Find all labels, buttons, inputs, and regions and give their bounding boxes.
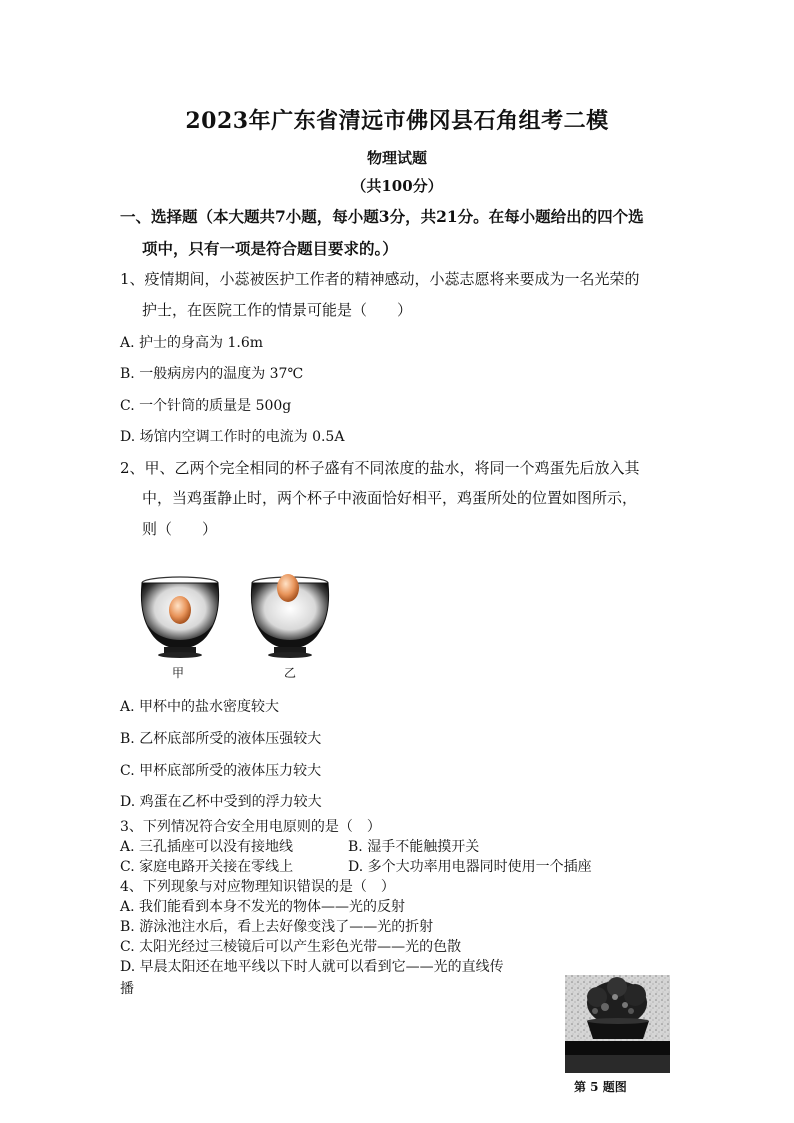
plant-pot-figure: [565, 975, 670, 1075]
q3-option-d: D. 多个大功率用电器同时使用一个插座: [348, 859, 592, 875]
q1-stem-line1: 1、疫情期间，小蕊被医护工作者的精神感动，小蕊志愿将来要成为一名光荣的: [120, 270, 640, 288]
q3-stem: 3、下列情况符合安全用电原则的是（ ）: [120, 819, 381, 835]
q4-option-d: D. 早晨太阳还在地平线以下时人就可以看到它——光的直线传: [120, 959, 504, 975]
total-score: （共100分）: [351, 177, 443, 195]
page-subtitle: 物理试题: [366, 149, 427, 167]
cup-label-jia: 甲: [172, 666, 185, 680]
cup-label-yi: 乙: [284, 666, 297, 680]
q4-stem: 4、下列现象与对应物理知识错误的是（ ）: [120, 879, 395, 895]
plant-table: [565, 1041, 670, 1055]
q1-option-d: D. 场馆内空调工作时的电流为 0.5A: [120, 429, 345, 445]
q1-stem-line2: 护士，在医院工作的情景可能是（ ）: [142, 301, 413, 319]
egg-in-jia: [169, 596, 191, 624]
q4-option-a: A. 我们能看到本身不发光的物体——光的反射: [120, 899, 406, 915]
cup-yi: [251, 574, 328, 658]
q2-option-a: A. 甲杯中的盐水密度较大: [120, 699, 280, 715]
q4-option-d-wrap: 播: [120, 981, 134, 997]
q4-option-b: B. 游泳池注水后，看上去好像变浅了——光的折射: [120, 919, 434, 935]
q2-stem-line2: 中，当鸡蛋静止时，两个杯子中液面恰好相平，鸡蛋所处的位置如图所示，: [142, 489, 638, 507]
q2-stem-line3: 则（ ）: [142, 520, 218, 538]
q2-option-d: D. 鸡蛋在乙杯中受到的浮力较大: [120, 794, 322, 810]
section-heading-line1: 一、选择题（本大题共7小题，每小题3分，共21分。在每小题给出的四个选: [120, 207, 644, 226]
figure5-caption: 第 5 题图: [574, 1080, 627, 1094]
q2-option-c: C. 甲杯底部所受的液体压力较大: [120, 763, 322, 779]
egg-in-yi: [277, 574, 299, 602]
q3-option-c: C. 家庭电路开关接在零线上: [120, 859, 294, 875]
cups-figure: [130, 555, 350, 685]
q1-option-a: A. 护士的身高为 1.6m: [120, 335, 264, 351]
page-title: 2023年广东省清远市佛冈县石角组考二模: [185, 108, 609, 134]
q3-option-b: B. 湿手不能触摸开关: [348, 839, 480, 855]
section-heading-line2: 项中，只有一项是符合题目要求的。）: [142, 239, 398, 258]
q1-option-c: C. 一个针筒的质量是 500g: [120, 398, 292, 414]
cup-jia: [141, 577, 218, 658]
q3-option-a: A. 三孔插座可以没有接地线: [120, 839, 294, 855]
q1-option-b: B. 一般病房内的温度为 37℃: [120, 366, 304, 382]
q2-stem-line1: 2、甲、乙两个完全相同的杯子盛有不同浓度的盐水，将同一个鸡蛋先后放入其: [120, 459, 640, 477]
q2-option-b: B. 乙杯底部所受的液体压强较大: [120, 731, 322, 747]
q4-option-c: C. 太阳光经过三棱镜后可以产生彩色光带——光的色散: [120, 939, 462, 955]
